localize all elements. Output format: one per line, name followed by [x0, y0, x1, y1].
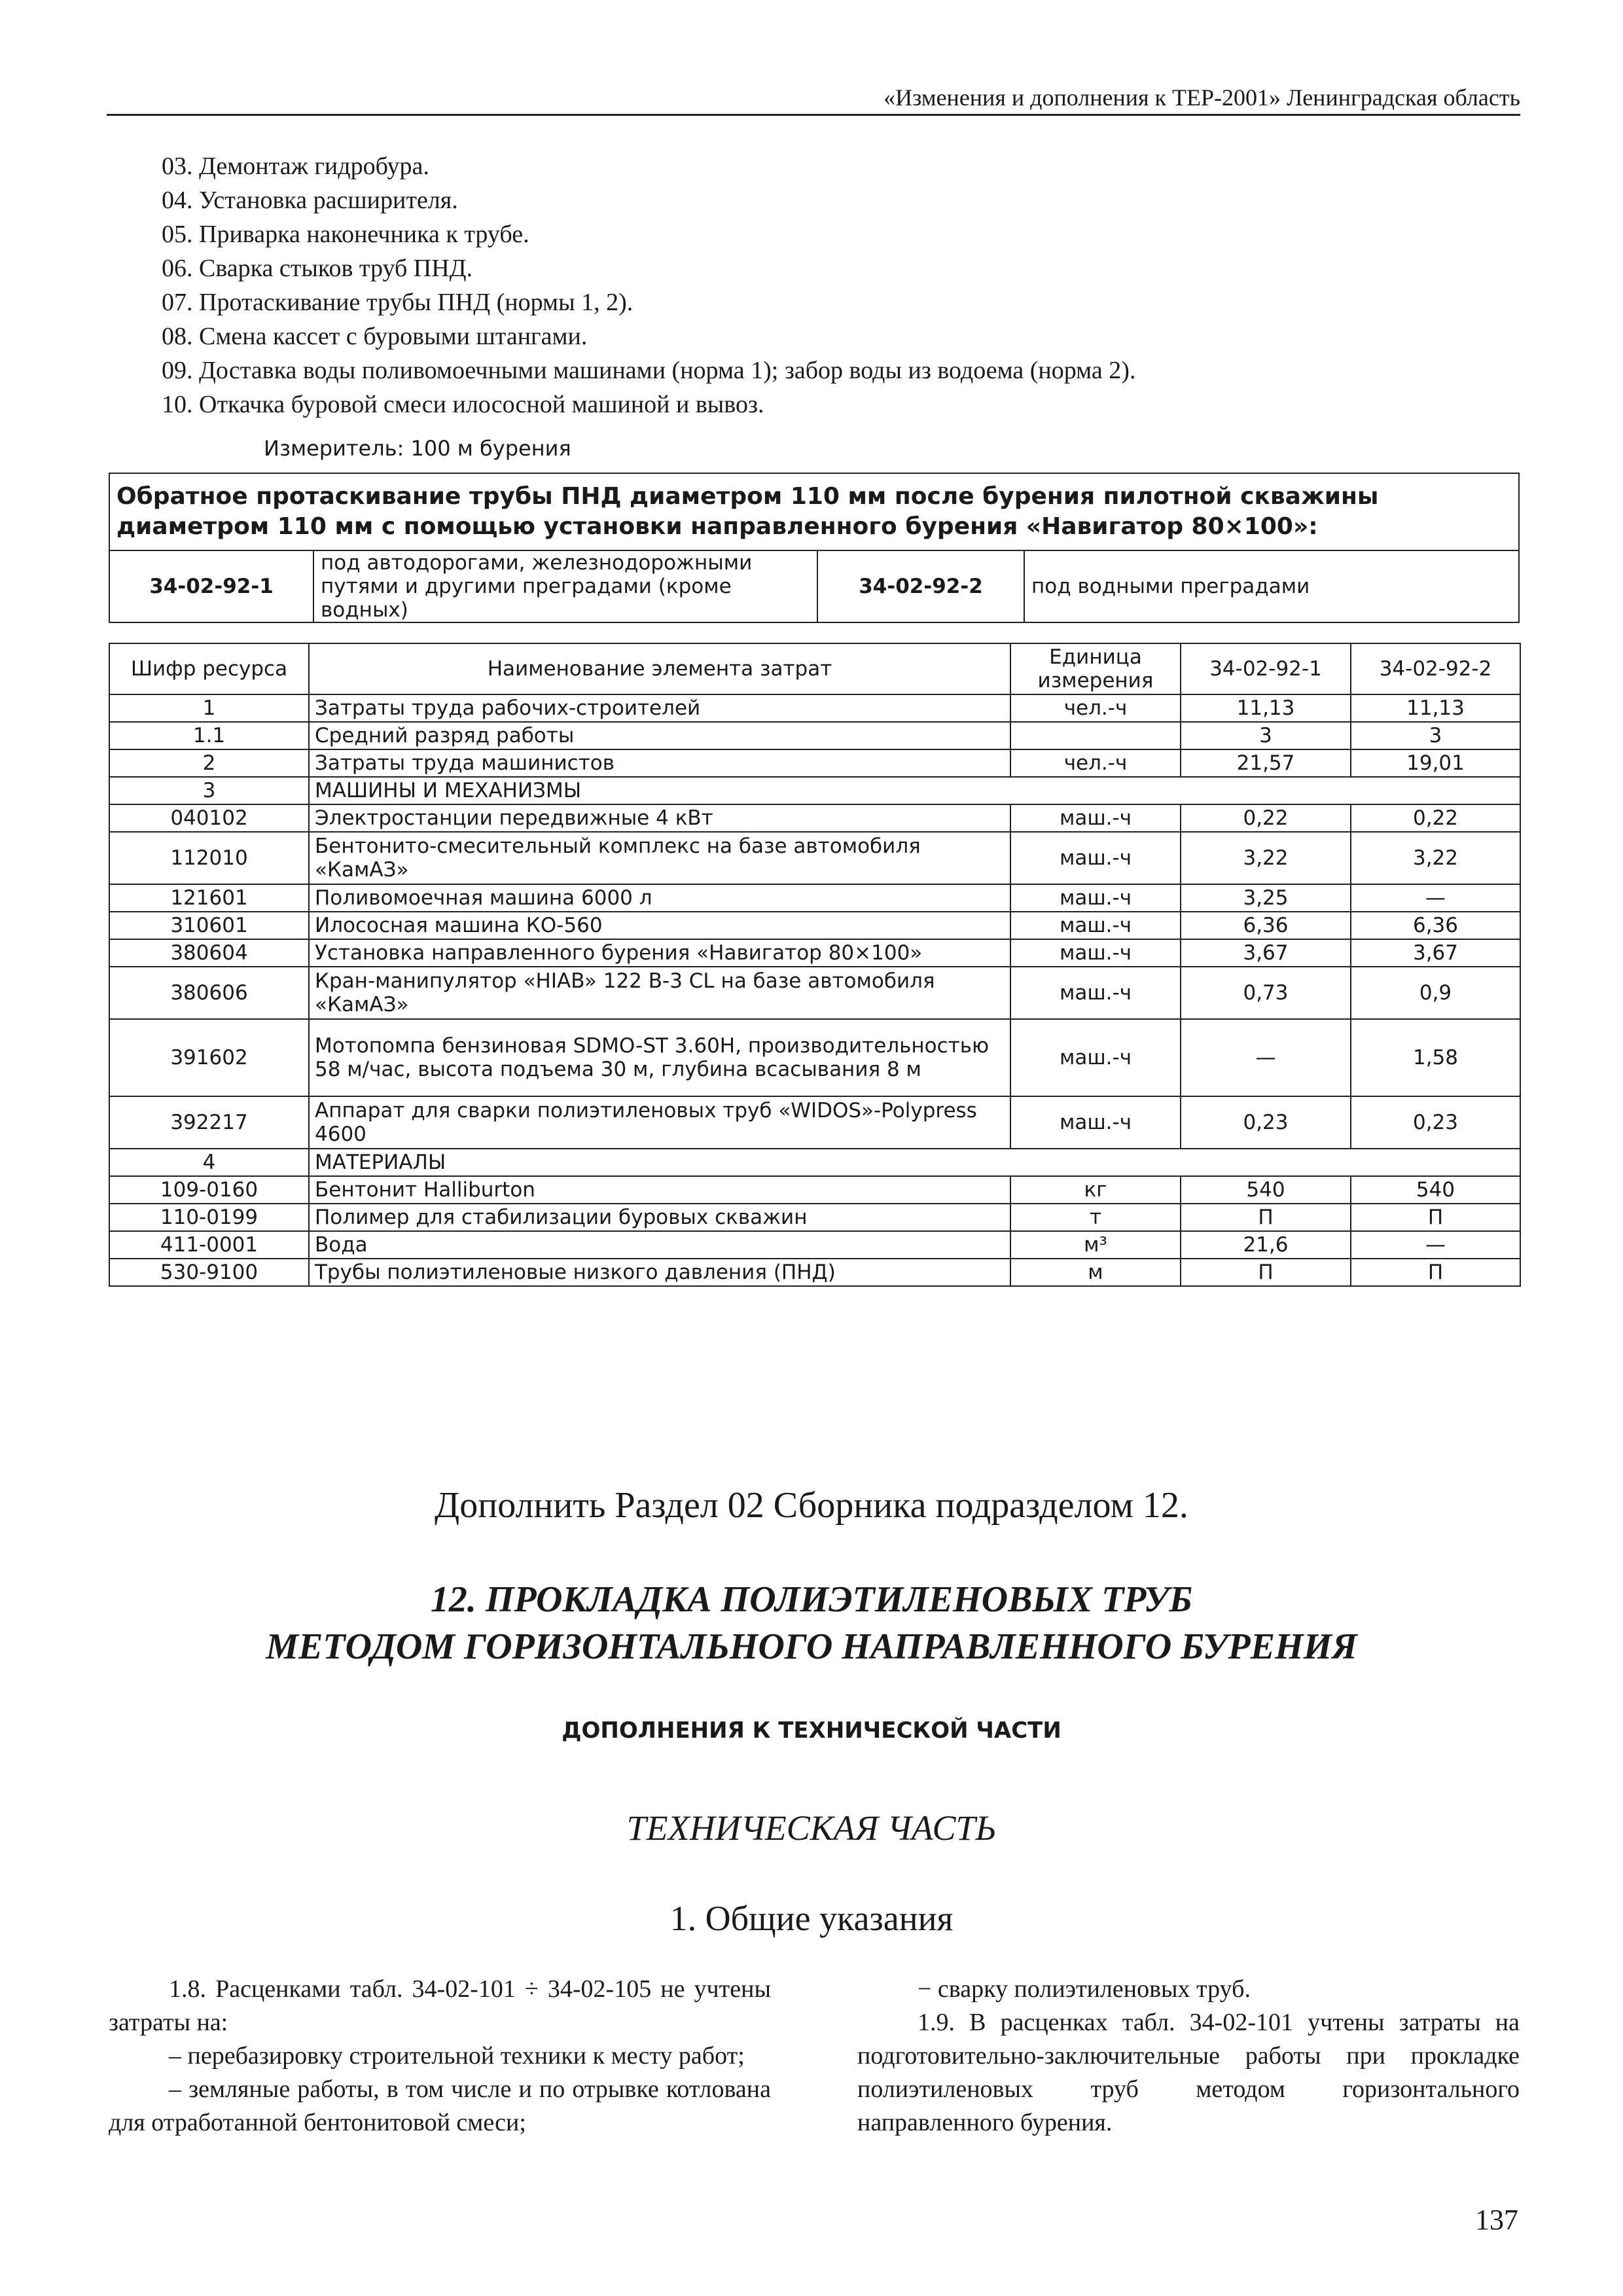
value-norm-2: 0,22: [1351, 804, 1520, 832]
value-norm-1: 0,23: [1181, 1096, 1351, 1149]
resource-code: 391602: [109, 1019, 309, 1096]
resource-code: 392217: [109, 1096, 309, 1149]
table-row: [109, 694, 1520, 722]
group-title: МАШИНЫ И МЕХАНИЗМЫ: [309, 777, 1520, 804]
resource-table: [109, 643, 1521, 1287]
list-item: 07. Протаскивание трубы ПНД (нормы 1, 2).: [162, 289, 633, 316]
table-row: [109, 912, 1520, 939]
resource-name: Средний разряд работы: [309, 722, 1010, 749]
resource-code: 040102: [109, 804, 309, 832]
resource-code: 411-0001: [109, 1231, 309, 1259]
resource-name: Кран-манипулятор «HIAB» 122 В-3 CL на базе автомобиля «КамАЗ»: [309, 967, 1010, 1019]
resource-unit: маш.-ч: [1010, 967, 1181, 1019]
table-row: [109, 1019, 1520, 1096]
column-header: 34-02-92-1: [1181, 643, 1351, 694]
value-norm-2: 11,13: [1351, 694, 1520, 722]
table-row: [109, 1176, 1520, 1204]
resource-code: 1: [109, 694, 309, 722]
value-norm-1: —: [1181, 1019, 1351, 1096]
resource-unit: м³: [1010, 1231, 1181, 1259]
resource-name: Мотопомпа бензиновая SDMO-ST 3.60H, производительностью 58 м/час, высота подъема 30 м, глубина всасывания 8 м: [309, 1019, 1010, 1096]
list-item: 03. Демонтаж гидробура.: [162, 152, 429, 180]
table-row: [109, 1259, 1520, 1286]
tech-part-heading: ТЕХНИЧЕСКАЯ ЧАСТЬ: [626, 1808, 997, 1848]
table-row: [109, 1231, 1520, 1259]
resource-code: 3: [109, 777, 309, 804]
value-norm-2: 3,22: [1351, 832, 1520, 884]
table-group-row: [109, 1149, 1520, 1176]
section-title-line-1: 12. ПРОКЛАДКА ПОЛИЭТИЛЕНОВЫХ ТРУБ: [430, 1579, 1193, 1620]
value-norm-2: 1,58: [1351, 1019, 1520, 1096]
text-column-right: [857, 1973, 1520, 2140]
column-header: 34-02-92-2: [1351, 643, 1520, 694]
resource-name: Установка направленного бурения «Навигатор 80×100»: [309, 939, 1010, 967]
value-norm-1: 21,6: [1181, 1231, 1351, 1259]
resource-code: 380604: [109, 939, 309, 967]
value-norm-1: 3: [1181, 722, 1351, 749]
resource-name: Полимер для стабилизации буровых скважин: [309, 1204, 1010, 1231]
value-norm-1: 3,25: [1181, 884, 1351, 912]
resource-name: Затраты труда машинистов: [309, 749, 1010, 777]
column-header: Наименование элемента затрат: [309, 643, 1010, 694]
table-row: [109, 939, 1520, 967]
resource-unit: т: [1010, 1204, 1181, 1231]
value-norm-2: 0,9: [1351, 967, 1520, 1019]
resource-name: Затраты труда рабочих-строителей: [309, 694, 1010, 722]
resource-unit: маш.-ч: [1010, 832, 1181, 884]
list-item: 10. Откачка буровой смеси илососной машиной и вывоз.: [162, 391, 764, 418]
list-item: 04. Установка расширителя.: [162, 187, 458, 214]
table-row: [109, 749, 1520, 777]
page-number: 137: [1475, 2204, 1518, 2236]
value-norm-2: 3,67: [1351, 939, 1520, 967]
list-item: 09. Доставка воды поливомоечными машинами (норма 1); забор воды из водоема (норма 2).: [162, 357, 1136, 384]
resource-unit: маш.-ч: [1010, 1096, 1181, 1149]
column-header: Шифр ресурса: [109, 643, 309, 694]
resource-name: Трубы полиэтиленовые низкого давления (ПНД): [309, 1259, 1010, 1286]
resource-unit: маш.-ч: [1010, 884, 1181, 912]
value-norm-1: 540: [1181, 1176, 1351, 1204]
section-title: [0, 1576, 1623, 1670]
norm-header-table: [109, 473, 1520, 623]
resource-unit: кг: [1010, 1176, 1181, 1204]
resource-name: Аппарат для сварки полиэтиленовых труб «WIDOS»-Polypress 4600: [309, 1096, 1010, 1149]
norm-desc-2: под водными преградами: [1024, 550, 1519, 622]
value-norm-2: 19,01: [1351, 749, 1520, 777]
resource-code: 4: [109, 1149, 309, 1176]
section-title-line-2: МЕТОДОМ ГОРИЗОНТАЛЬНОГО НАПРАВЛЕННОГО БУРЕНИЯ: [266, 1626, 1357, 1667]
value-norm-1: 11,13: [1181, 694, 1351, 722]
resource-name: Бентонит Halliburton: [309, 1176, 1010, 1204]
supplement-heading: ДОПОЛНЕНИЯ К ТЕХНИЧЕСКОЙ ЧАСТИ: [562, 1717, 1061, 1744]
resource-name: Бентонито-смесительный комплекс на базе автомобиля «КамАЗ»: [309, 832, 1010, 884]
column-header: Единица измерения: [1010, 643, 1181, 694]
paragraph: – земляные работы, в том числе и по отрывке котлована для отработанной бентонитовой смеси;: [109, 2075, 771, 2136]
value-norm-1: 21,57: [1181, 749, 1351, 777]
value-norm-2: —: [1351, 1231, 1520, 1259]
table-row: [109, 832, 1520, 884]
paragraph: 1.8. Расценками табл. 34-02-101 ÷ 34-02-105 не учтены затраты на:: [109, 1975, 771, 2036]
resource-unit: м: [1010, 1259, 1181, 1286]
value-norm-2: П: [1351, 1259, 1520, 1286]
value-norm-2: П: [1351, 1204, 1520, 1231]
value-norm-1: 6,36: [1181, 912, 1351, 939]
table-row: [109, 804, 1520, 832]
value-norm-1: П: [1181, 1204, 1351, 1231]
value-norm-1: 0,73: [1181, 967, 1351, 1019]
resource-code: 380606: [109, 967, 309, 1019]
list-item: 05. Приварка наконечника к трубе.: [162, 221, 529, 248]
resource-unit: [1010, 722, 1181, 749]
list-item: 06. Сварка стыков труб ПНД.: [162, 255, 473, 282]
resource-unit: маш.-ч: [1010, 1019, 1181, 1096]
table-group-row: [109, 777, 1520, 804]
header-rule: [107, 114, 1520, 116]
value-norm-1: 3,22: [1181, 832, 1351, 884]
general-heading: 1. Общие указания: [669, 1899, 954, 1938]
resource-unit: маш.-ч: [1010, 912, 1181, 939]
resource-code: 112010: [109, 832, 309, 884]
table-row: [109, 1096, 1520, 1149]
value-norm-2: 6,36: [1351, 912, 1520, 939]
group-title: МАТЕРИАЛЫ: [309, 1149, 1520, 1176]
resource-code: 110-0199: [109, 1204, 309, 1231]
resource-unit: чел.-ч: [1010, 694, 1181, 722]
resource-unit: чел.-ч: [1010, 749, 1181, 777]
value-norm-1: 3,67: [1181, 939, 1351, 967]
operations-list: [162, 149, 1135, 422]
resource-code: 121601: [109, 884, 309, 912]
meter-label: Измеритель: 100 м бурения: [264, 436, 571, 461]
list-item: 08. Смена кассет с буровыми штангами.: [162, 323, 588, 350]
table-row: [109, 884, 1520, 912]
paragraph: − сварку полиэтиленовых труб.: [918, 1975, 1251, 2003]
resource-name: Вода: [309, 1231, 1010, 1259]
table-row: [109, 1204, 1520, 1231]
resource-code: 2: [109, 749, 309, 777]
norm-title: Обратное протаскивание трубы ПНД диаметром 110 мм после бурения пилотной скважины диаметром 110 мм с помощью установки направленного бурения «Навигатор 80×100»:: [109, 473, 1519, 550]
resource-name: Илососная машина КО-560: [309, 912, 1010, 939]
table-row: [109, 967, 1520, 1019]
add-subsection-note: Дополнить Раздел 02 Сборника подразделом 12.: [435, 1485, 1188, 1526]
norm-code-2: 34-02-92-2: [817, 550, 1024, 622]
value-norm-2: —: [1351, 884, 1520, 912]
table-row: [109, 722, 1520, 749]
value-norm-1: 0,22: [1181, 804, 1351, 832]
resource-name: Поливомоечная машина 6000 л: [309, 884, 1010, 912]
paragraph: 1.9. В расценках табл. 34-02-101 учтены затраты на подготовительно-заключительные работы при прокладке полиэтиленовых труб методом горизонтального направленного бурения.: [857, 2009, 1520, 2136]
table-header-row: [109, 643, 1520, 694]
norm-code-1: 34-02-92-1: [109, 550, 313, 622]
value-norm-2: 0,23: [1351, 1096, 1520, 1149]
resource-name: Электростанции передвижные 4 кВт: [309, 804, 1010, 832]
paragraph: – перебазировку строительной техники к месту работ;: [169, 2042, 745, 2070]
norm-desc-1: под автодорогами, железнодорожными путями и другими преградами (кроме водных): [313, 550, 817, 622]
resource-code: 530-9100: [109, 1259, 309, 1286]
value-norm-2: 540: [1351, 1176, 1520, 1204]
resource-unit: маш.-ч: [1010, 804, 1181, 832]
text-column-left: [109, 1973, 771, 2140]
resource-code: 109-0160: [109, 1176, 309, 1204]
value-norm-1: П: [1181, 1259, 1351, 1286]
value-norm-2: 3: [1351, 722, 1520, 749]
resource-code: 1.1: [109, 722, 309, 749]
resource-code: 310601: [109, 912, 309, 939]
running-head: «Изменения и дополнения к ТЕР-2001» Ленинградская область: [883, 84, 1520, 111]
resource-unit: маш.-ч: [1010, 939, 1181, 967]
